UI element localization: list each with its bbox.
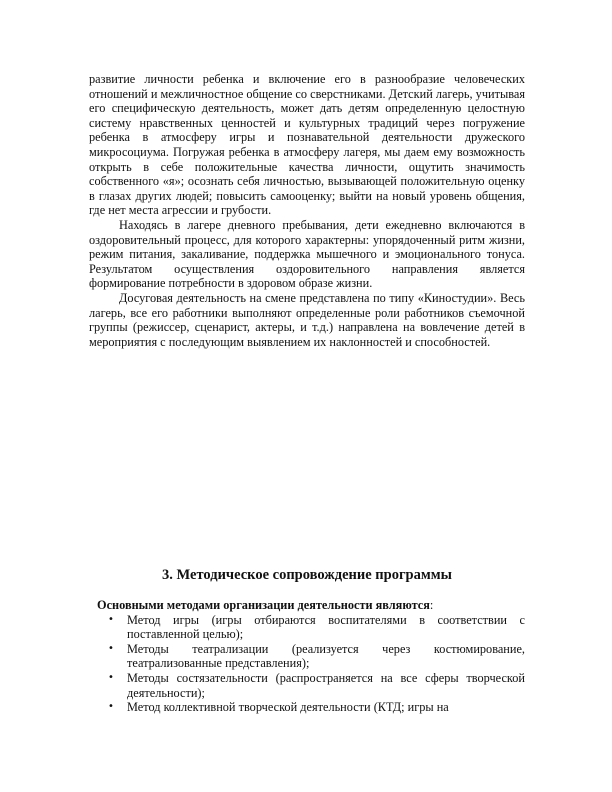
methods-intro — [97, 598, 525, 613]
bullet-icon: • — [108, 671, 114, 683]
list-item-text: Методы театрализации (реализуется через костюмирование, театрализованные представления); — [127, 641, 525, 671]
methods-intro-colon: : — [429, 598, 434, 612]
section-title: 3. Методическое сопровождение программы — [162, 567, 452, 583]
methods-list — [89, 613, 525, 715]
list-item-text: Метод игры (игры отбираются воспитателями в соответствии с поставленной целью); — [127, 612, 525, 642]
bullet-icon: • — [108, 701, 114, 713]
bullet-icon: • — [108, 642, 114, 654]
paragraph: Находясь в лагере дневного пребывания, дети ежедневно включаются в оздоровительный процесс, для которого характерны: упорядоченный ритм жизни, режим питания, закаливание, поддержка мышечного и эмоционального тонуса. Результатом осуществления оздоровительного направления является формирование потребности в здоровом образе жизни. — [89, 217, 525, 291]
list-item-text: Метод коллективной творческой деятельности (КТД; игры на — [127, 700, 449, 715]
paragraph: Досуговая деятельность на смене представлена по типу «Киностудии». Весь лагерь, все его работники выполняют определенные роли работников съемочной группы (режиссер, сценарист, актеры, и т.д.) направлена на вовлечение детей в мероприятия с последующим выявлением их наклонностей и способностей. — [89, 290, 525, 349]
paragraph: развитие личности ребенка и включение его в разнообразие человеческих отношений и межличностное общение со сверстниками. Детский лагерь, учитывая его специфическую деятельность, может дать детям определенную целостную систему нравственных ценностей и культурных традиций через погружение ребенка в атмосферу игры и познавательной деятельности дружеского микросоциума. Погружая ребенка в атмосферу лагеря, мы даем ему возможность открыть в себе положительные качества личности, ощутить значимость собственного «я»; осознать себя личностью, вызывающей положительную оценку в глазах других людей; повысить самооценку; выйти на новый уровень общения, где нет места агрессии и грубости. — [89, 72, 525, 218]
list-item — [89, 613, 525, 642]
methods-section — [89, 566, 525, 715]
list-item — [89, 700, 525, 715]
body-text — [89, 72, 525, 349]
bullet-icon: • — [108, 613, 114, 625]
methods-intro-bold: Основными методами организации деятельности являются — [97, 598, 430, 612]
list-item — [89, 642, 525, 671]
list-item — [89, 671, 525, 700]
list-item-text: Методы состязательности (распространяется на все сферы творческой деятельности); — [127, 670, 525, 700]
